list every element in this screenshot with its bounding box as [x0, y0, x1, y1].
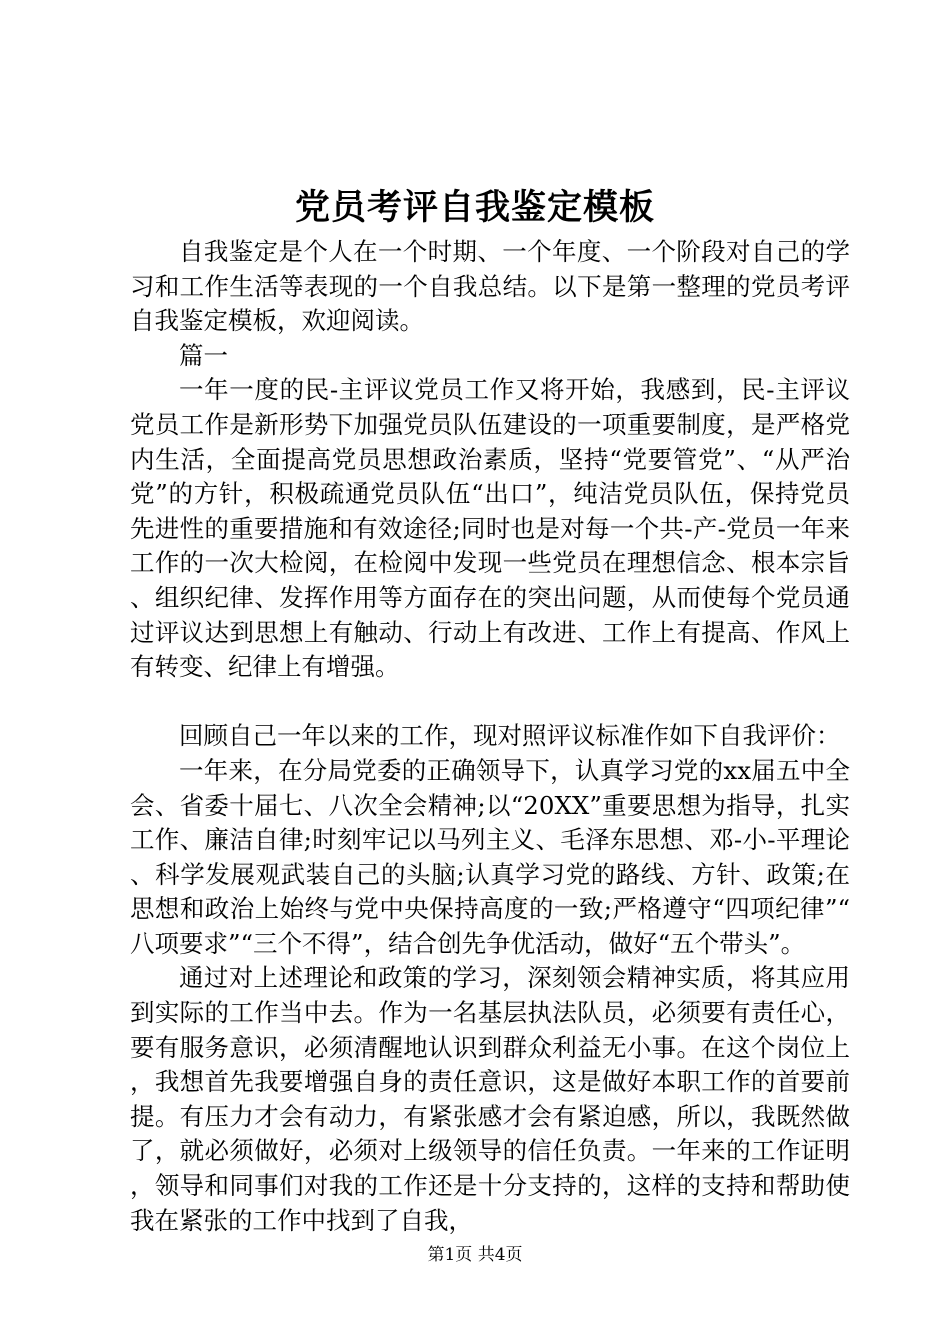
section-heading: 篇一: [179, 340, 228, 370]
body-paragraph: 回顾自己一年以来的工作，现对照评议标准作如下自我评价：: [179, 721, 841, 751]
document-body: [130, 235, 850, 1238]
document-title: 党员考评自我鉴定模板: [294, 188, 655, 228]
body-paragraph: 一年一度的民-主评议党员工作又将开始，我感到，民-主评议党员工作是新形势下加强党员队伍建设的一项重要制度，是严格党内生活，全面提高党员思想政治素质，坚持“党要管党”、“从严治党”的方针，积极疏通党员队伍“出口”，纯洁党员队伍，保持党员先进性的重要措施和有效途径;同时也是对每一个共-产-党员一年来工作的一次大检阅，在检阅中发现一些党员在理想信念、根本宗旨、组织纪律、发挥作用等方面存在的突出问题，从而使每个党员通过评议达到思想上有触动、行动上有改进、工作上有提高、作风上有转变、纪律上有增强。: [130, 375, 850, 682]
body-paragraph: 通过对上述理论和政策的学习，深刻领会精神实质，将其应用到实际的工作当中去。作为一名基层执法队员，必须要有责任心，要有服务意识，必须清醒地认识到群众利益无小事。在这个岗位上，我想首先我要增强自身的责任意识，这是做好本职工作的首要前提。有压力才会有动力，有紧张感才会有紧迫感，所以，我既然做了，就必须做好，必须对上级领导的信任负责。一年来的工作证明，领导和同事们对我的工作还是十分支持的，这样的支持和帮助使我在紧张的工作中找到了自我，: [130, 963, 850, 1235]
body-paragraph: 一年来，在分局党委的正确领导下，认真学习党的xx届五中全会、省委十届七、八次全会精神;以“20XX”重要思想为指导，扎实工作、廉洁自律;时刻牢记以马列主义、毛泽东思想、邓-小-平理论、科学发展观武装自己的头脑;认真学习党的路线、方针、政策;在思想和政治上始终与党中央保持高度的一致;严格遵守“四项纪律”“八项要求”“三个不得”，结合创先争优活动，做好“五个带头”。: [130, 755, 850, 958]
intro-paragraph: 自我鉴定是个人在一个时期、一个年度、一个阶段对自己的学习和工作生活等表现的一个自我总结。以下是第一整理的党员考评自我鉴定模板，欢迎阅读。: [130, 237, 850, 336]
page-number-footer: 第1页 共4页: [427, 1245, 523, 1265]
